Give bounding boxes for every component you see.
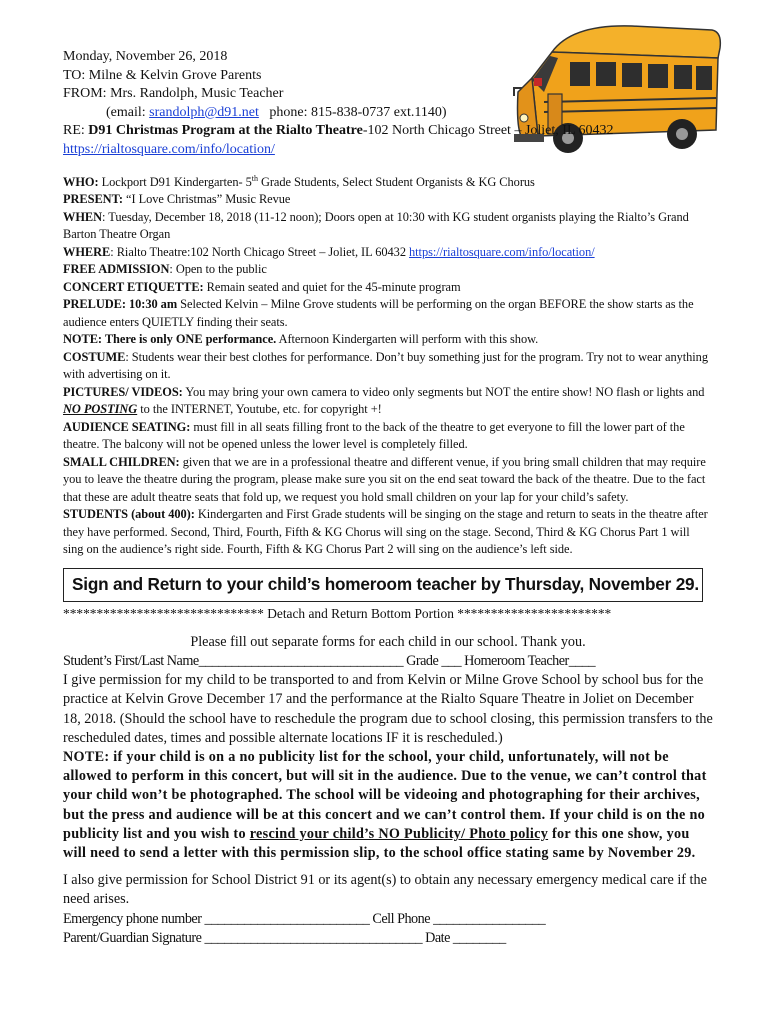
letter-page <box>63 48 713 948</box>
note-item: NOTE: There is only ONE performance. Afternoon Kindergarten will perform with this show. <box>63 332 539 347</box>
form-intro: Please fill out separate forms for each child in our school. Thank you. <box>190 633 586 650</box>
pictures-item: PICTURES/ VIDEOS: You may bring your own camera to video only segments but NOT the entire show! NO flash or lights and NO POSTING to the INTERNET, Youtube, etc. for copyright +! <box>63 384 705 417</box>
return-deadline-banner: Sign and Return to your child’s homeroom teacher by Thursday, November 29. <box>63 568 703 602</box>
event-details <box>63 170 713 559</box>
subject-title: D91 Christmas Program at the Rialto Theatre <box>88 123 363 139</box>
seating-item: AUDIENCE SEATING: must fill in all seats filling front to the back of the theatre to get everyone to fill the lower part of the theatre. The balcony will not be opened unless the lower level is completely filled. <box>63 419 685 452</box>
letter-header <box>63 48 713 160</box>
letter-date: Monday, November 26, 2018 <box>63 49 228 64</box>
where-location-link[interactable]: https://rialtosquare.com/info/location/ <box>409 244 595 259</box>
email-prefix: (email: <box>106 104 150 120</box>
prelude-item: PRELUDE: 10:30 am Selected Kelvin – Milne Grove students will be performing on the organ BEFORE the show starts as the audience enters QUIETLY finding their seats. <box>63 297 694 329</box>
subject-line: RE: D91 Christmas Program at the Rialto Theatre-102 North Chicago Street – Joliet, IL 60432 https://rialtosquare.com/info/location/ <box>63 123 614 157</box>
location-link[interactable]: https://rialtosquare.com/info/location/ <box>63 141 275 157</box>
costume-item: COSTUME: Students wear their best clothes for performance. Don’t buy something just for the program. Try not to wear anything with advertising on it. <box>63 349 708 382</box>
phone-text: phone: 815-838-0737 ext.1140) <box>269 104 447 120</box>
publicity-note: NOTE: if your child is on a no publicity list for the school, your child, unfortunately, will not be allowed to perform in this concert, but will sit in the audience. Due to the venue, we can’t control that your child won’t be photographed. The school will be videoing and photographing for their archives, but the press and audience will be at this concert and we can’t control them. If your child is on the no publicity list and you wish to rescind your child’s NO Publicity/ Photo policy for this one show, you will need to send a letter with this permission slip, to the school office stating same by November 29. <box>63 748 707 861</box>
student-info-line[interactable]: Student’s First/Last Name_______________________________ Grade ___ Homeroom Teacher____ <box>63 652 596 669</box>
students-item: STUDENTS (about 400): Kindergarten and First Grade students will be singing on the stage and return to seats in the theatre after they have performed. Second, Third, Fourth, Fifth & KG Chorus will sing on the stage. Second, Third & KG Chorus Part 1 will sing on the audience’s right side. Fourth, Fifth & KG Chorus Part 2 will sing on the audience’s left side. <box>63 507 708 557</box>
contact-line <box>63 104 713 123</box>
permission-form <box>63 633 713 948</box>
medical-permission-text: I also give permission for School District 91 or its agent(s) to obtain any necessary emergency medical care if the need arises. <box>63 872 707 908</box>
admission-item: FREE ADMISSION: Open to the public <box>63 262 267 277</box>
detach-line: ****************************** Detach and Return Bottom Portion *********************** <box>63 605 612 621</box>
permission-text: I give permission for my child to be transported to and from Kelvin or Milne Grove School by school bus for the practice at Kelvin Grove December 17 and the performance at the Rialto Square Theatre in Joliet on December 18, 2018. (Should the school have to reschedule the program due to school closing, this permission transfers to the rescheduled dates, times and possible alternate locations IF it is rescheduled.) <box>63 672 713 746</box>
etiquette-item: CONCERT ETIQUETTE: Remain seated and quiet for the 45-minute program <box>63 279 461 294</box>
emergency-phone-line[interactable]: Emergency phone number _________________________ Cell Phone _________________ <box>63 910 546 927</box>
signature-line[interactable]: Parent/Guardian Signature _________________________________ Date ________ <box>63 929 506 946</box>
when-item: WHEN: Tuesday, December 18, 2018 (11-12 noon); Doors open at 10:30 with KG student organists playing the Rialto’s Grand Barton Theatre Organ <box>63 209 689 242</box>
children-item: SMALL CHILDREN: given that we are in a professional theatre and different venue, if you bring small children that may require you to leave the theatre during the program, please make sure you sit on the end seat toward the back of the theatre. Due to the fact that these are adult theatre seats that fold up, we request you hold small children on your lap for your child’s safety. <box>63 454 706 504</box>
where-item: WHERE: Rialto Theatre:102 North Chicago Street – Joliet, IL 60432 https://rialtosquare.com/info/location/ <box>63 244 595 259</box>
letter-from: FROM: Mrs. Randolph, Music Teacher <box>63 86 284 102</box>
email-link[interactable]: srandolph@d91.net <box>149 104 259 120</box>
who-item: WHO: Lockport D91 Kindergarten- 5th Grade Students, Select Student Organists & KG Chorus <box>63 173 535 189</box>
present-item: PRESENT: “I Love Christmas” Music Revue <box>63 192 291 207</box>
letter-to: TO: Milne & Kelvin Grove Parents <box>63 67 262 83</box>
